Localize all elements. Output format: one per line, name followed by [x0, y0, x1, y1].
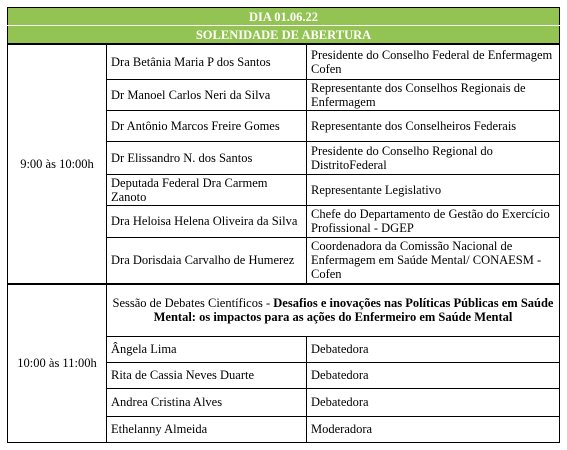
participant-name: Dra Betânia Maria P dos Santos — [107, 44, 307, 79]
session-description — [107, 284, 560, 336]
participant-name: Dr Manoel Carlos Neri da Silva — [107, 79, 307, 110]
participant-name: Ethelanny Almeida — [107, 416, 307, 442]
participant-role: Debatedora — [307, 362, 560, 388]
participant-name: Dr Elissandro N. dos Santos — [107, 141, 307, 174]
participant-role: Debatedora — [307, 388, 560, 416]
participant-role: Moderadora — [307, 416, 560, 442]
program-table — [7, 7, 560, 443]
participant-role: Presidente do Conselho Regional do DistritoFederal — [307, 141, 560, 174]
session-title: Desafios e inovações nas Políticas Públicas em Saúde Mental: os impactos para as ações do Enfermeiro em Saúde Mental — [153, 296, 554, 325]
session-prefix: Sessão de Debates Científicos - — [112, 296, 274, 311]
date-header: DIA 01.06.22 — [8, 8, 560, 26]
participant-name: Dr Antônio Marcos Freire Gomes — [107, 110, 307, 141]
ceremony-title: SOLENIDADE DE ABERTURA — [8, 26, 560, 45]
participant-name: Rita de Cassia Neves Duarte — [107, 362, 307, 388]
participant-role: Representante Legislativo — [307, 174, 560, 205]
participant-role: Coordenadora da Comissão Nacional de Enfermagem em Saúde Mental/ CONAESM - Cofen — [307, 237, 560, 284]
time-slot-2: 10:00 às 11:00h — [8, 284, 107, 442]
time-slot-1: 9:00 às 10:00h — [8, 44, 107, 284]
participant-name: Ângela Lima — [107, 336, 307, 362]
participant-name: Dra Dorisdaia Carvalho de Humerez — [107, 237, 307, 284]
participant-role: Representante dos Conselhos Regionais de Enfermagem — [307, 79, 560, 110]
participant-name: Deputada Federal Dra Carmem Zanoto — [107, 174, 307, 205]
participant-name: Andrea Cristina Alves — [107, 388, 307, 416]
participant-role: Presidente do Conselho Federal de Enfermagem Cofen — [307, 44, 560, 79]
participant-name: Dra Heloisa Helena Oliveira da Silva — [107, 205, 307, 237]
participant-role: Debatedora — [307, 336, 560, 362]
participant-role: Representante dos Conselheiros Federais — [307, 110, 560, 141]
participant-role: Chefe do Departamento de Gestão do Exercício Profissional - DGEP — [307, 205, 560, 237]
